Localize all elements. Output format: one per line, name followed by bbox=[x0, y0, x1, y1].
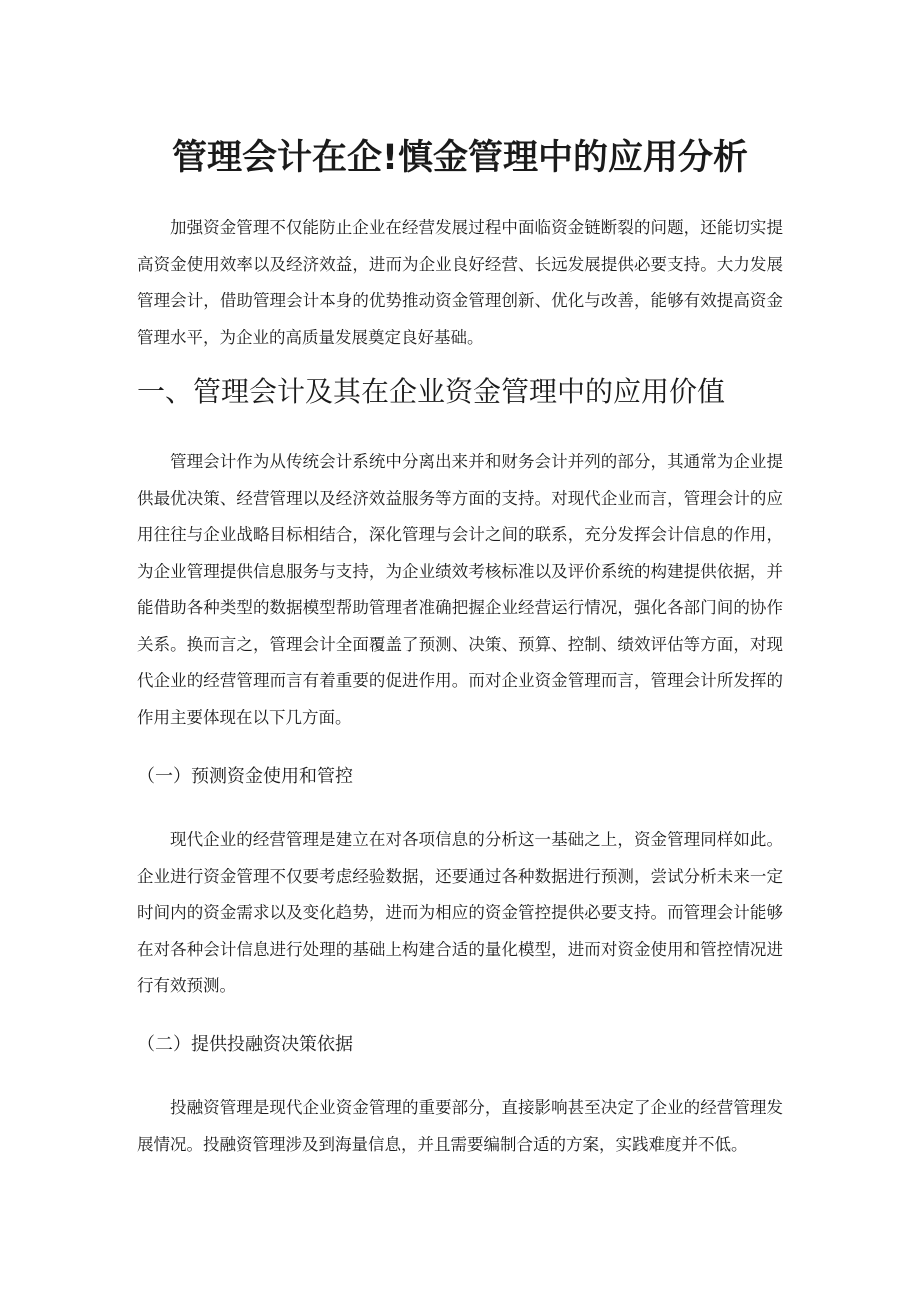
document-title: 管理会计在企!慎金管理中的应用分析 bbox=[172, 138, 748, 178]
subsection-heading-1: （一）预测资金使用和管控 bbox=[137, 766, 353, 787]
subsection-heading-2: （二）提供投融资决策依据 bbox=[137, 1034, 353, 1055]
subsection-1-paragraph: 现代企业的经营管理是建立在对各项信息的分析这一基础之上，资金管理同样如此。企业进行资金管理不仅要考虑经验数据，还要通过各种数据进行预测，尝试分析未来一定时间内的资金需求以及变化趋势，进而为相应的资金管控提供必要支持。而管理会计能够在对各种会计信息进行处理的基础上构建合适的量化模型，进而对资金使用和管控情况进行有效预测。 bbox=[137, 830, 783, 995]
section-1-paragraph: 管理会计作为从传统会计系统中分离出来并和财务会计并列的部分，其通常为企业提供最优决策、经营管理以及经济效益服务等方面的支持。对现代企业而言，管理会计的应用往往与企业战略目标相结合，深化管理与会计之间的联系，充分发挥会计信息的作用，为企业管理提供信息服务与支持，为企业绩效考核标准以及评价系统的构建提供依据，并能借助各种类型的数据模型帮助管理者准确把握企业经营运行情况，强化各部门间的协作关系。换而言之，管理会计全面覆盖了预测、决策、预算、控制、绩效评估等方面，对现代企业的经营管理而言有着重要的促进作用。而对企业资金管理而言，管理会计所发挥的作用主要体现在以下几方面。 bbox=[137, 452, 783, 727]
section-heading-1: 一、管理会计及其在企业资金管理中的应用价值 bbox=[137, 375, 726, 408]
intro-paragraph: 加强资金管理不仅能防止企业在经营发展过程中面临资金链断裂的问题，还能切实提高资金使用效率以及经济效益，进而为企业良好经营、长远发展提供必要支持。大力发展管理会计，借助管理会计本身的优势推动资金管理创新、优化与改善，能够有效提高资金管理水平，为企业的高质量发展奠定良好基础。 bbox=[137, 218, 783, 347]
subsection-2-paragraph: 投融资管理是现代企业资金管理的重要部分，直接影响甚至决定了企业的经营管理发展情况。投融资管理涉及到海量信息，并且需要编制合适的方案，实践难度并不低。 bbox=[137, 1098, 783, 1154]
